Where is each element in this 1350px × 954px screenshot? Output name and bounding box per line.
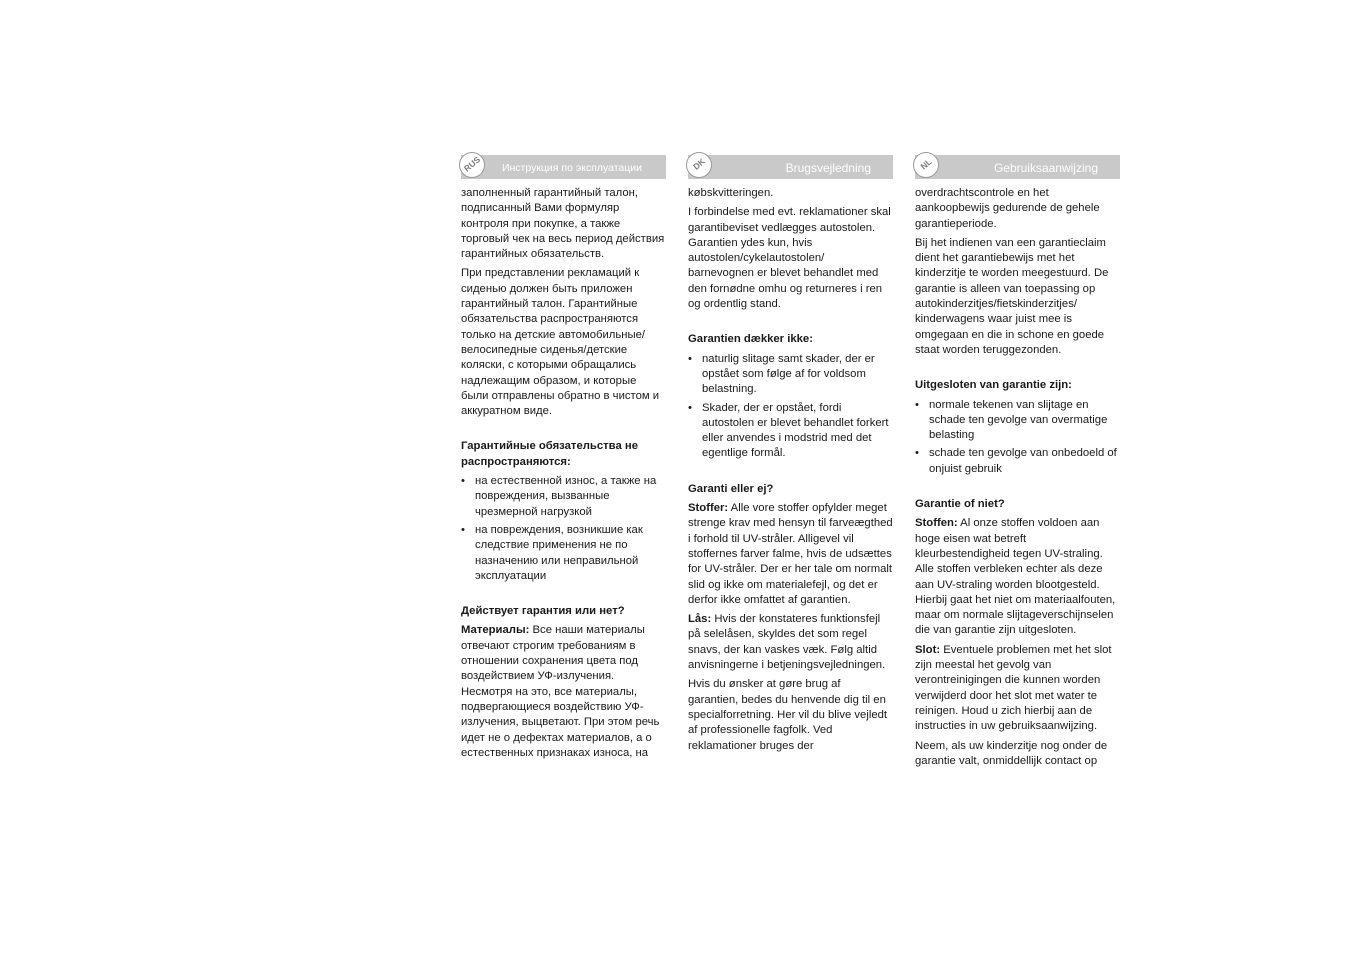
paragraph: [915, 516, 1120, 638]
paragraph: Bij het indienen van een garantieclaim dient het garantiebewijs met het kinderzitje te worden meegestuurd. De garantie is alleen van toepassing op autokinderzitjes/fietskinderzitjes/ kinderwagens waar juist mee is omgegaan en die in schone en goede staat worden teruggezonden.: [915, 236, 1109, 356]
column-rus: [461, 155, 666, 765]
inline-text: Eventuele problemen met het slot zijn meestal het gevolg van verontreinigingen die kunnen worden verwijderd door het slot met water te reinigen. Houd u zich hierbij aan de instructies in uw gebruiksaanwijzing.: [915, 643, 1112, 733]
paragraph: заполненный гарантийный талон, подписанный Вами формуляр контроля при покупке, а также торговый чек на весь период действия гарантийных обязательств.: [461, 187, 665, 261]
paragraph: [915, 643, 1120, 735]
paragraph: [461, 623, 666, 761]
list-item: • schade ten gevolge van onbedoeld of onjuist gebruik: [915, 446, 1120, 477]
inline-text: Al onze stoffen voldoen aan hoge eisen wat betreft kleurbestendigheid tegen UV-straling. Alle stoffen verbleken echter als deze aan UV-straling worden blootgesteld. Hierbij gaat het niet om materiaalfouten, maar om normale slijtageverschijnselen die van garantie zijn uitgesloten.: [915, 517, 1116, 637]
exclusion-list: [461, 474, 666, 584]
exclusion-list: [688, 352, 893, 462]
exclusion-list: [915, 398, 1120, 477]
list-item: • normale tekenen van slijtage en schade ten gevolge van overmatige belasting: [915, 398, 1120, 444]
section-heading: Действует гарантия или нет?: [461, 605, 625, 618]
paragraph: Hvis du ønsker at gøre brug af garantien, bedes du henvende dig til en specialforretning. Her vil du blive vejledt af professionelle fagfolk. Ved reklamationer bruges der: [688, 678, 888, 752]
header-title: Gebruiksaanwijzing: [993, 161, 1098, 175]
paragraph: [688, 612, 893, 673]
header-title: Инструкция по эксплуатации: [501, 162, 642, 174]
column-header: [915, 155, 1120, 179]
inline-label: Slot:: [915, 643, 941, 656]
section-heading: Garantie of niet?: [915, 498, 1005, 511]
section-heading: Garanti eller ej?: [688, 482, 774, 495]
column-body: [461, 186, 666, 761]
section-heading: Гарантийные обязательства не распространяются:: [461, 440, 639, 468]
paragraph: I forbindelse med evt. reklamationer skal garantibeviset vedlægges autostolen. Garantien ydes kun, hvis autostolen/cykelautostolen/ barnevognen er blevet behandlet med den fornødne omhu og returneres i ren og ordentlig stand.: [688, 206, 891, 311]
list-item: • на естественной износ, а также на повреждения, вызванные чрезмерной нагрузкой: [461, 474, 666, 520]
list-item: • naturlig slitage samt skader, der er opstået som følge af for voldsom belastning.: [688, 352, 893, 398]
column-body: [915, 186, 1120, 769]
section-heading: Uitgesloten van garantie zijn:: [915, 379, 1072, 392]
column-header: [461, 155, 666, 179]
paragraph: Neem, als uw kinderzitje nog onder de garantie valt, onmiddellijk contact op: [915, 739, 1108, 767]
inline-label: Материалы:: [461, 624, 530, 637]
inline-label: Lås:: [688, 613, 712, 626]
inline-text: Alle vore stoffer opfylder meget strenge krav med hensyn til farveægthed i forhold til UV-stråler. Alligevel vil stoffernes farver falme, hvis de udsættes for UV-stråler. Der er her tale om normalt slid og ikke om materialefejl, og det er derfor ikke omfattet af garantien.: [688, 502, 893, 606]
inline-label: Stoffer:: [688, 502, 729, 515]
language-badge: DK: [686, 152, 712, 178]
column-body: [688, 186, 893, 754]
inline-label: Stoffen:: [915, 517, 958, 530]
list-item: • Skader, der er opstået, fordi autostolen er blevet behandlet forkert eller anvendes i modstrid med det egentlige formål.: [688, 401, 893, 462]
inline-text: Все наши материалы отвечают строгим требованиям в отношении сохранения цвета под воздействием УФ-излучения. Несмотря на это, все материалы, подвергающиеся воздействию УФ-излучения, выцветают. При этом речь идет не о дефектах материалов, а о естественных признаках износа, на: [461, 624, 660, 759]
paragraph: købskvitteringen.: [688, 187, 774, 199]
header-title: Brugsvejledning: [785, 161, 871, 175]
column-nl: [915, 155, 1120, 773]
language-badge: NL: [913, 152, 939, 178]
language-badge: RUS: [459, 152, 485, 178]
paragraph: [688, 501, 893, 608]
column-dk: [688, 155, 893, 758]
list-item: • на повреждения, возникшие как следствие применения не по назначению или неправильной эксплуатации: [461, 523, 666, 584]
inline-text: Hvis der konstateres funktionsfejl på selelåsen, skyldes det som regel snavs, der kan vaskes væk. Følg altid anvisningerne i betjeningsvejledningen.: [688, 613, 886, 672]
paragraph: overdrachtscontrole en het aankoopbewijs gedurende de gehele garantieperiode.: [915, 187, 1100, 230]
section-heading: Garantien dækker ikke:: [688, 333, 813, 346]
paragraph: При представлении рекламаций к сиденью должен быть приложен гарантийный талон. Гарантийные обязательства распространяются только на детские автомобильные/ велосипедные сиденья/детские коляски, с которыми обращались надлежащим образом, и которые были отправлены обратно в чистом и аккуратном виде.: [461, 267, 660, 418]
column-header: [688, 155, 893, 179]
